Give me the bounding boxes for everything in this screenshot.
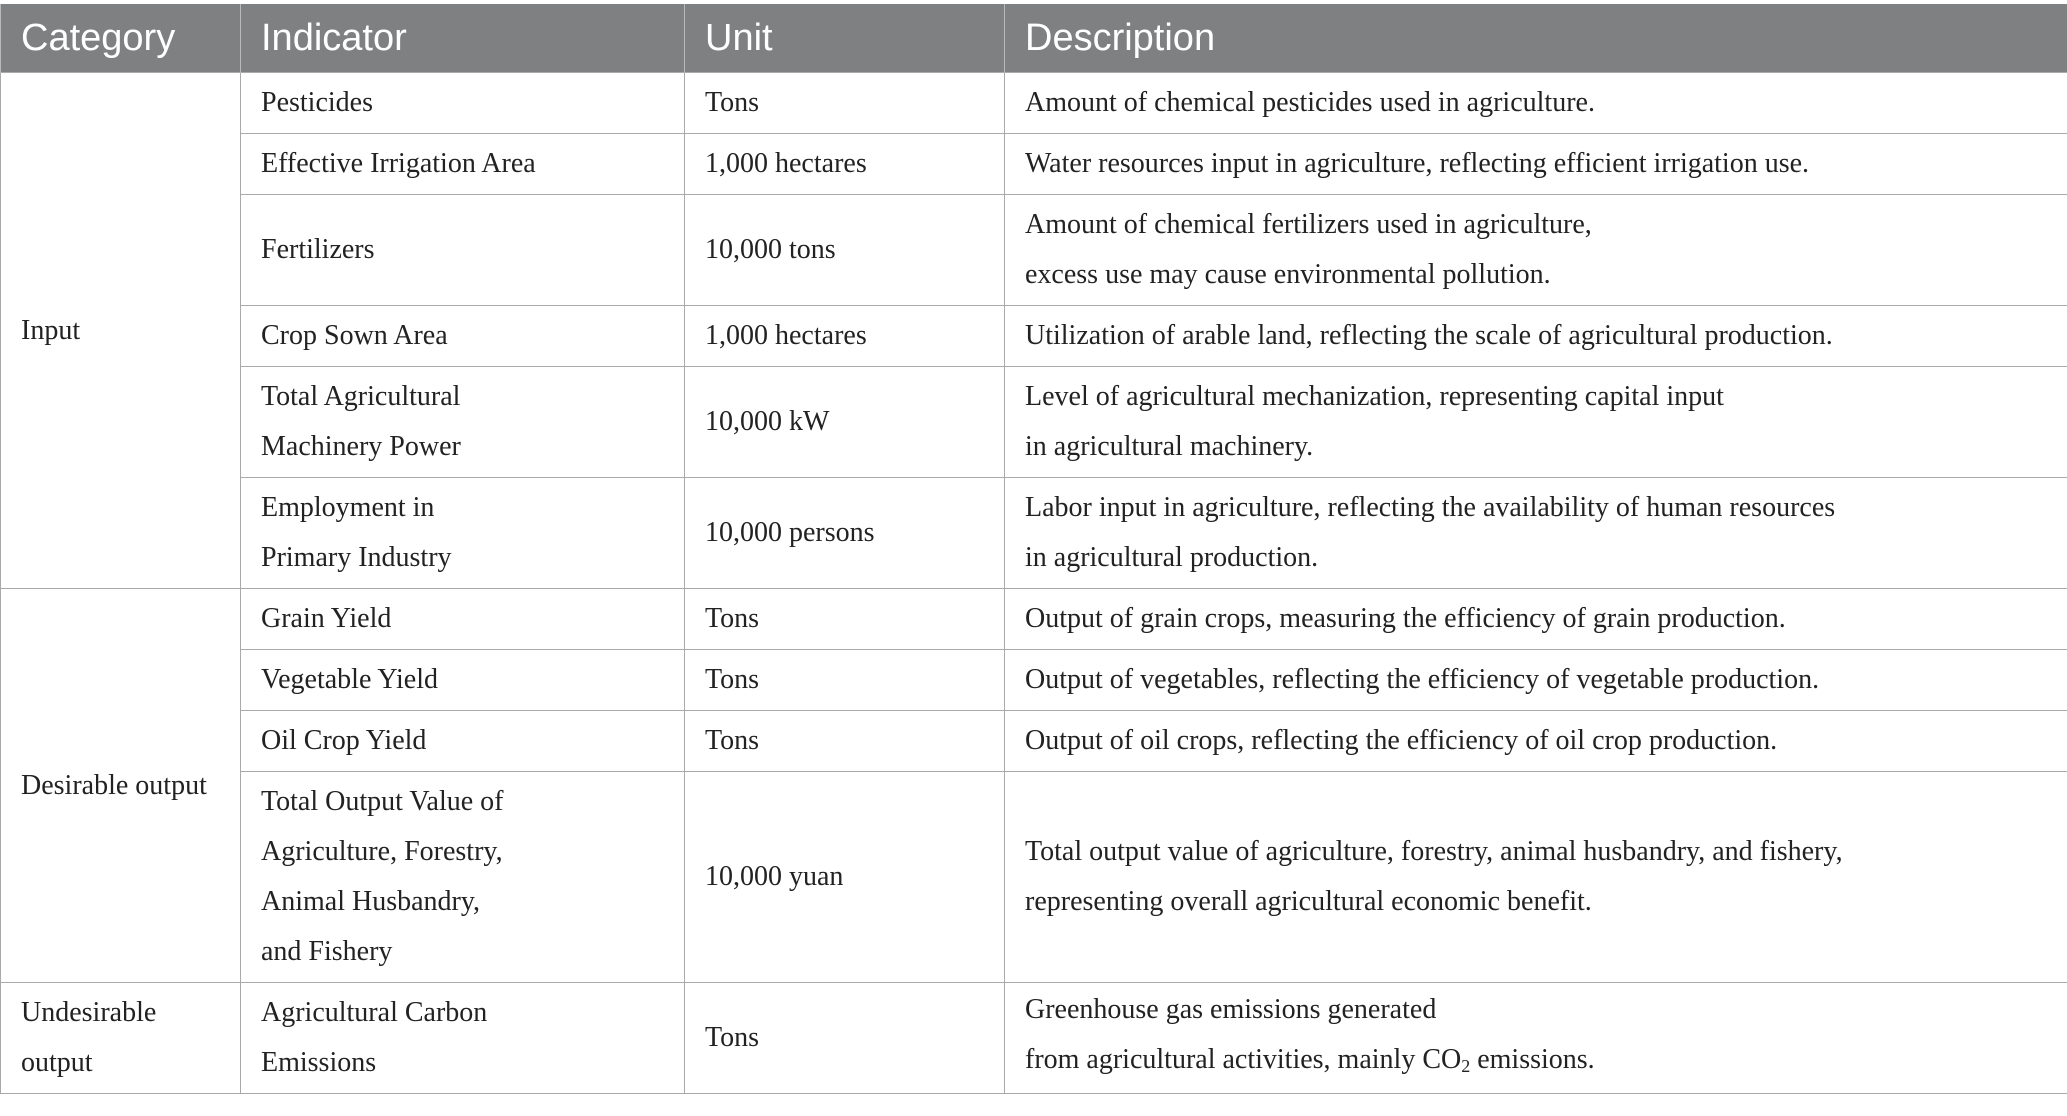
description-cell: Amount of chemical pesticides used in agriculture. (1005, 73, 2067, 134)
description-cell: Utilization of arable land, reflecting the scale of agricultural production. (1005, 306, 2067, 367)
description-line: Total output value of agriculture, forestry, animal husbandry, and fishery, (1025, 836, 1843, 867)
indicator-line: Total Output Value of (261, 786, 504, 817)
description-cell: Water resources input in agriculture, reflecting efficient irrigation use. (1005, 134, 2067, 195)
indicator-line: Agricultural Carbon (261, 997, 488, 1028)
indicator-cell (241, 772, 685, 983)
unit-cell: 1,000 hectares (685, 134, 1005, 195)
description-line: excess use may cause environmental pollution. (1025, 259, 1551, 290)
indicator-line: Employment in (261, 492, 435, 523)
indicator-table (0, 4, 2067, 1094)
description-text: emissions. (1470, 1044, 1595, 1075)
indicator-cell: Vegetable Yield (241, 650, 685, 711)
table-row (1, 134, 2067, 195)
header-category: Category (1, 4, 241, 73)
header-description: Description (1005, 4, 2067, 73)
description-line: in agricultural machinery. (1025, 431, 1314, 462)
header-unit: Unit (685, 4, 1005, 73)
indicator-line: Agriculture, Forestry, (261, 836, 503, 867)
description-cell: Output of grain crops, measuring the efficiency of grain production. (1005, 589, 2067, 650)
indicator-table-container (0, 4, 2067, 1094)
unit-cell: Tons (685, 73, 1005, 134)
table-row (1, 367, 2067, 478)
indicator-cell: Oil Crop Yield (241, 711, 685, 772)
indicator-line: and Fishery (261, 936, 393, 967)
table-row (1, 478, 2067, 589)
table-row (1, 589, 2067, 650)
indicator-cell: Pesticides (241, 73, 685, 134)
table-header-row (1, 4, 2067, 73)
table-row (1, 195, 2067, 306)
header-indicator: Indicator (241, 4, 685, 73)
description-line: Amount of chemical fertilizers used in agriculture, (1025, 209, 1592, 240)
description-line: in agricultural production. (1025, 542, 1319, 573)
unit-cell: 1,000 hectares (685, 306, 1005, 367)
indicator-cell: Grain Yield (241, 589, 685, 650)
unit-cell: Tons (685, 589, 1005, 650)
indicator-cell (241, 367, 685, 478)
unit-cell: 10,000 persons (685, 478, 1005, 589)
description-cell (1005, 367, 2067, 478)
indicator-line: Emissions (261, 1047, 377, 1078)
table-row (1, 650, 2067, 711)
description-cell (1005, 478, 2067, 589)
table-row (1, 772, 2067, 983)
indicator-cell (241, 983, 685, 1094)
unit-cell: Tons (685, 983, 1005, 1094)
category-line: output (21, 1047, 93, 1078)
table-row (1, 983, 2067, 1094)
description-line: Level of agricultural mechanization, representing capital input (1025, 381, 1724, 412)
description-cell (1005, 772, 2067, 983)
category-cell-desirable-output: Desirable output (1, 589, 241, 983)
co2-subscript: 2 (1461, 1056, 1471, 1076)
category-cell-input: Input (1, 73, 241, 589)
unit-cell: 10,000 kW (685, 367, 1005, 478)
description-line: Greenhouse gas emissions generated (1025, 994, 1437, 1025)
description-cell: Output of oil crops, reflecting the efficiency of oil crop production. (1005, 711, 2067, 772)
description-cell: Output of vegetables, reflecting the efficiency of vegetable production. (1005, 650, 2067, 711)
table-row (1, 711, 2067, 772)
indicator-cell: Fertilizers (241, 195, 685, 306)
description-line: Labor input in agriculture, reflecting the availability of human resources (1025, 492, 1836, 523)
category-line: Undesirable (21, 997, 157, 1028)
category-cell-undesirable-output (1, 983, 241, 1094)
unit-cell: 10,000 tons (685, 195, 1005, 306)
unit-cell: Tons (685, 650, 1005, 711)
table-row (1, 306, 2067, 367)
description-cell (1005, 195, 2067, 306)
indicator-line: Total Agricultural (261, 381, 461, 412)
description-line (1025, 1035, 2047, 1091)
indicator-cell: Effective Irrigation Area (241, 134, 685, 195)
indicator-line: Machinery Power (261, 431, 461, 462)
unit-cell: Tons (685, 711, 1005, 772)
indicator-cell: Crop Sown Area (241, 306, 685, 367)
indicator-line: Animal Husbandry, (261, 886, 481, 917)
description-cell (1005, 983, 2067, 1094)
indicator-line: Primary Industry (261, 542, 452, 573)
description-text: from agricultural activities, mainly CO (1025, 1044, 1462, 1075)
unit-cell: 10,000 yuan (685, 772, 1005, 983)
description-line: representing overall agricultural economic benefit. (1025, 886, 1592, 917)
table-row (1, 73, 2067, 134)
indicator-cell (241, 478, 685, 589)
